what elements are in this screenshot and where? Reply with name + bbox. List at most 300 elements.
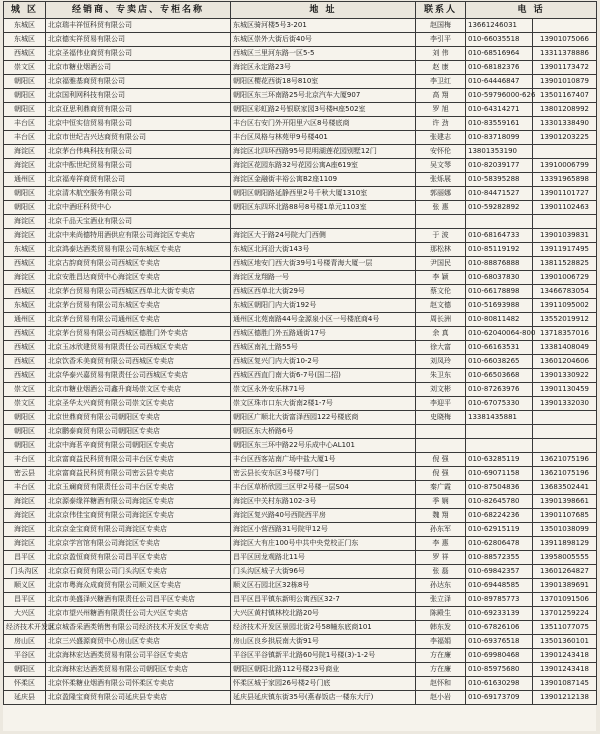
cell-contact: 刘 伟 (416, 47, 466, 61)
cell-phone-1: 010-82039177 (466, 159, 533, 173)
table-row (4, 47, 597, 61)
cell-contact: 史晓梅 (416, 411, 466, 425)
cell-contact: 蔡文伦 (416, 285, 466, 299)
cell-address: 海淀区永定路23号 (231, 61, 416, 75)
cell-name: 北京中酝世纪贸易有限公司 (46, 159, 231, 173)
table-row (4, 327, 597, 341)
cell-name: 北京安胜昌达商贸中心海淀区专卖店 (46, 271, 231, 285)
cell-name: 北京圣福伟业商贸有限公司 (46, 47, 231, 61)
cell-phone-2: 13901243418 (533, 663, 597, 677)
cell-district: 丰台区 (4, 453, 46, 467)
cell-phone-2 (533, 425, 597, 439)
cell-contact: 于 波 (416, 229, 466, 243)
cell-district: 昌平区 (4, 551, 46, 565)
cell-address: 朝阳区广顺北大街富泽西园122号楼底商 (231, 411, 416, 425)
cell-phone-2: 13901243418 (533, 649, 597, 663)
cell-district: 东城区 (4, 19, 46, 33)
table-row (4, 593, 597, 607)
cell-name: 北京饮香禾美商贸有限公司西城区专卖店 (46, 355, 231, 369)
cell-phone-2: 13901039831 (533, 229, 597, 243)
cell-phone-1: 010-89785773 (466, 593, 533, 607)
cell-name: 北京清木航空服务有限公司 (46, 187, 231, 201)
cell-address: 东城区北河沿大街143号 (231, 243, 416, 257)
header-address: 地 址 (231, 2, 416, 19)
table-row (4, 173, 597, 187)
cell-phone-2: 13901332030 (533, 397, 597, 411)
cell-district: 延庆县 (4, 691, 46, 705)
cell-phone-2: 13901107685 (533, 509, 597, 523)
cell-phone-2: 13901006729 (533, 271, 597, 285)
cell-phone-1: 010-61630298 (466, 677, 533, 691)
cell-phone-1: 010-66503668 (466, 369, 533, 383)
cell-district: 西城区 (4, 285, 46, 299)
cell-phone-1: 010-51693988 (466, 299, 533, 313)
cell-phone-2: 13910006799 (533, 159, 597, 173)
cell-contact: 张 磊 (416, 565, 466, 579)
cell-phone-2: 13901173472 (533, 61, 597, 75)
cell-name: 北京城香采酒类销售有限公司经济技术开发区专卖店 (46, 621, 231, 635)
cell-phone-1: 010-62806478 (466, 537, 533, 551)
cell-district: 朝阳区 (4, 663, 46, 677)
cell-address: 房山区良乡拱辰南大街91号 (231, 635, 416, 649)
cell-phone-2: 13958005555 (533, 551, 597, 565)
cell-phone-2: 13701259224 (533, 607, 597, 621)
cell-name: 北京中海茗辛商贸有限公司朝阳区专卖店 (46, 439, 231, 453)
cell-district: 门头沟区 (4, 565, 46, 579)
cell-phone-2: 13601264827 (533, 565, 597, 579)
cell-contact: 余 真 (416, 327, 466, 341)
cell-phone-2: 13466783054 (533, 285, 597, 299)
cell-name: 北京三兴盛源商贸中心房山区专卖店 (46, 635, 231, 649)
cell-contact: 刘凤玲 (416, 355, 466, 369)
cell-contact: 倪 强 (416, 453, 466, 467)
cell-name: 北京市糖业烟酒公司鑫升商场崇文区专卖店 (46, 383, 231, 397)
cell-contact: 赵怀和 (416, 677, 466, 691)
table-row (4, 89, 597, 103)
cell-address: 西城区西直门南大街6-7号(国二招) (231, 369, 416, 383)
header-phone: 电 话 (466, 2, 597, 19)
cell-contact: 安怀伦 (416, 145, 466, 159)
cell-address: 海淀区复兴路40号西院西平房 (231, 509, 416, 523)
cell-name: 北京茅台贸易有限公司东城区专卖店 (46, 299, 231, 313)
cell-phone-1: 010-66038265 (466, 355, 533, 369)
cell-address: 昌平区回龙观路北11号 (231, 551, 416, 565)
cell-contact: 张烁展 (416, 173, 466, 187)
cell-phone-1: 010-87504836 (466, 481, 533, 495)
cell-address: 通州区北苑南路44号金源泉小区一号楼底商4号 (231, 313, 416, 327)
dealer-list-sheet (3, 1, 596, 731)
cell-address: 大兴区黄村镇林校北路20号 (231, 607, 416, 621)
table-row (4, 565, 597, 579)
cell-district: 丰台区 (4, 117, 46, 131)
table-row (4, 621, 597, 635)
cell-contact: 徐大富 (416, 341, 466, 355)
cell-phone-2: 13621075196 (533, 467, 597, 481)
cell-district: 朝阳区 (4, 103, 46, 117)
cell-phone-1: 010-69980468 (466, 649, 533, 663)
cell-contact: 方在廉 (416, 663, 466, 677)
cell-phone-1: 13661246031 (466, 19, 533, 33)
cell-name: 北京市美盛泽兴糖酒有限责任公司昌平区专卖店 (46, 593, 231, 607)
cell-contact: 张 惠 (416, 201, 466, 215)
cell-address: 海淀区金融街丰裕公寓B2座1109 (231, 173, 416, 187)
table-row (4, 411, 597, 425)
cell-phone-2: 13911917495 (533, 243, 597, 257)
cell-phone-1 (466, 215, 533, 229)
cell-phone-1: 010-68224236 (466, 509, 533, 523)
table-row (4, 467, 597, 481)
table-row (4, 677, 597, 691)
cell-address: 东城区朝阳门内大街192号 (231, 299, 416, 313)
table-row (4, 215, 597, 229)
cell-name: 北京怀柔糖业烟酒有限公司怀柔区专卖店 (46, 677, 231, 691)
cell-name: 北京富商益民科贸有限公司密云县专卖店 (46, 467, 231, 481)
cell-phone-1: 010-62040064-800 (466, 327, 533, 341)
cell-address: 朝阳区朝阳路延静西里2号千秋大厦1310室 (231, 187, 416, 201)
cell-phone-2: 13901212138 (533, 691, 597, 705)
cell-phone-2: 13621075196 (533, 453, 597, 467)
cell-address: 西城区南礼士路55号 (231, 341, 416, 355)
header-district: 城 区 (4, 2, 46, 19)
cell-district: 经济技术开发区 (4, 621, 46, 635)
cell-contact (416, 439, 466, 453)
cell-phone-2: 13552019912 (533, 313, 597, 327)
cell-phone-2: 13911898129 (533, 537, 597, 551)
cell-district: 西城区 (4, 369, 46, 383)
cell-contact: 魏 翔 (416, 509, 466, 523)
cell-name: 北京市糖业烟酒公司 (46, 61, 231, 75)
cell-phone-2: 13911095002 (533, 299, 597, 313)
cell-name: 北京国利网科技有限公司 (46, 89, 231, 103)
cell-district: 通州区 (4, 173, 46, 187)
cell-name: 北京鸿泰达酒类贸易有限公司东城区专卖店 (46, 243, 231, 257)
cell-name: 北京京金宝商贸有限公司海淀区专卖店 (46, 523, 231, 537)
cell-phone-1: 010-68516964 (466, 47, 533, 61)
cell-phone-1: 010-66163531 (466, 341, 533, 355)
cell-contact: 许 劲 (416, 117, 466, 131)
cell-phone-1: 010-66178898 (466, 285, 533, 299)
cell-phone-1: 010-80811482 (466, 313, 533, 327)
table-row (4, 159, 597, 173)
table-row (4, 579, 597, 593)
cell-phone-2: 13501167407 (533, 89, 597, 103)
cell-district: 密云县 (4, 467, 46, 481)
cell-contact (416, 215, 466, 229)
table-row (4, 313, 597, 327)
cell-phone-2: 13301338490 (533, 117, 597, 131)
cell-district: 西城区 (4, 327, 46, 341)
cell-name: 北京京学宫馆有限公司海淀区专卖店 (46, 537, 231, 551)
cell-phone-1: 010-69376518 (466, 635, 533, 649)
cell-name: 北京市世纪吉兴达商贸有限公司 (46, 131, 231, 145)
cell-phone-2: 13511077075 (533, 621, 597, 635)
cell-address: 海淀区北四环西路95号昆明湖莲花园别墅12门 (231, 145, 416, 159)
cell-address: 朝阳区朝阳北路112号楼23号商业 (231, 663, 416, 677)
cell-contact: 那松林 (416, 243, 466, 257)
cell-contact: 吴文琴 (416, 159, 466, 173)
table-row (4, 551, 597, 565)
cell-phone-1: 010-62915119 (466, 523, 533, 537)
cell-contact: 张建志 (416, 131, 466, 145)
table-row (4, 271, 597, 285)
cell-contact: 赵 康 (416, 61, 466, 75)
cell-name: 北京鹏泰商贸有限公司朝阳区专卖店 (46, 425, 231, 439)
cell-phone-1: 010-68182376 (466, 61, 533, 75)
cell-phone-1: 010-84471527 (466, 187, 533, 201)
table-row (4, 537, 597, 551)
table-row (4, 649, 597, 663)
cell-address: 朝阳区彩虹路2号银联家园3号楼H座502室 (231, 103, 416, 117)
table-row (4, 425, 597, 439)
cell-address: 西城区德胜门外五路通街17号 (231, 327, 416, 341)
table-row (4, 229, 597, 243)
cell-district: 海淀区 (4, 159, 46, 173)
cell-contact: 李卫红 (416, 75, 466, 89)
cell-contact: 罗 祥 (416, 551, 466, 565)
cell-contact: 罗 旭 (416, 103, 466, 117)
cell-name: 北京京盈恒商贸有限公司昌平区专卖店 (46, 551, 231, 565)
cell-contact: 孙达东 (416, 579, 466, 593)
cell-phone-2: 13683502441 (533, 481, 597, 495)
cell-address: 崇文区珠市口东大街南2楼1-7号 (231, 397, 416, 411)
cell-district: 西城区 (4, 355, 46, 369)
cell-name: 北京古韵商贸有限公司西城区专卖店 (46, 257, 231, 271)
cell-address: 丰台区凤格与林苑甲9号楼401 (231, 131, 416, 145)
cell-phone-2 (533, 411, 597, 425)
cell-name: 北京中来尚德特用酒供应有限公司海淀区专卖店 (46, 229, 231, 243)
cell-name: 北京京伟佳宝商贸有限公司海淀区专卖店 (46, 509, 231, 523)
cell-district: 平谷区 (4, 649, 46, 663)
cell-address: 海淀区大有庄100号中共中央党校正门东 (231, 537, 416, 551)
cell-phone-2 (533, 19, 597, 33)
table-row (4, 187, 597, 201)
cell-name: 北京京石商贸有限公司门头沟区专卖店 (46, 565, 231, 579)
cell-phone-1: 010-82645780 (466, 495, 533, 509)
cell-contact: 高 翔 (416, 89, 466, 103)
cell-phone-2 (533, 439, 597, 453)
cell-contact: 方在廉 (416, 649, 466, 663)
cell-name: 北京源泰缘祥糖酒有限公司海淀区专卖店 (46, 495, 231, 509)
cell-district: 朝阳区 (4, 89, 46, 103)
table-row (4, 635, 597, 649)
cell-name: 北京瑞丰祥恒科贸有限公司 (46, 19, 231, 33)
cell-phone-2: 13901010879 (533, 75, 597, 89)
cell-phone-2: 13801208992 (533, 103, 597, 117)
table-body (4, 19, 597, 705)
cell-phone-2: 13901101727 (533, 187, 597, 201)
cell-phone-2: 13901130459 (533, 383, 597, 397)
cell-address: 海淀区大于路24号院大门西侧 (231, 229, 416, 243)
cell-phone-1: 010-88876888 (466, 257, 533, 271)
cell-name: 北京圣华太兴商贸有限公司崇文区专卖店 (46, 397, 231, 411)
cell-address: 丰台区草桥欣园三区甲2号楼一层S04 (231, 481, 416, 495)
cell-phone-1: 010-59796000-626 (466, 89, 533, 103)
cell-district: 海淀区 (4, 215, 46, 229)
cell-phone-2: 13901330922 (533, 369, 597, 383)
cell-contact: 李福娟 (416, 635, 466, 649)
cell-district: 东城区 (4, 243, 46, 257)
cell-name: 北京华泰兴嘉贸易有限责任公司西城区专卖店 (46, 369, 231, 383)
cell-address: 西城区三里河东路一区5-5 (231, 47, 416, 61)
cell-contact: 李迎平 (416, 397, 466, 411)
cell-address: 海淀区小营西路31号院甲12号 (231, 523, 416, 537)
cell-name: 北京海林宏达酒类贸易有限公司平谷区专卖店 (46, 649, 231, 663)
table-row (4, 117, 597, 131)
cell-district: 房山区 (4, 635, 46, 649)
cell-district: 朝阳区 (4, 425, 46, 439)
cell-phone-2: 13501038099 (533, 523, 597, 537)
cell-phone-2: 13811528825 (533, 257, 597, 271)
cell-phone-1: 010-69448585 (466, 579, 533, 593)
cell-district: 通州区 (4, 313, 46, 327)
cell-district: 昌平区 (4, 593, 46, 607)
header-contact: 联系人 (416, 2, 466, 19)
cell-phone-1: 010-67075330 (466, 397, 533, 411)
cell-address: 昌平区昌平镇东新明公寓西区32-7 (231, 593, 416, 607)
cell-district: 朝阳区 (4, 75, 46, 89)
dealer-table (3, 1, 597, 705)
cell-phone-1: 010-67826106 (466, 621, 533, 635)
cell-phone-1: 010-58395288 (466, 173, 533, 187)
cell-district: 海淀区 (4, 523, 46, 537)
cell-name: 北京市粤海众成商贸有限公司顺义区专卖店 (46, 579, 231, 593)
cell-phone-2: 13901075066 (533, 33, 597, 47)
cell-phone-2: 13601204606 (533, 355, 597, 369)
cell-phone-1: 010-69173709 (466, 691, 533, 705)
table-row (4, 691, 597, 705)
cell-name: 北京海林宏达酒类贸易有限公司朝阳区专卖店 (46, 663, 231, 677)
cell-district: 西城区 (4, 341, 46, 355)
cell-phone-2: 13391965898 (533, 173, 597, 187)
cell-contact: 李引平 (416, 33, 466, 47)
cell-address: 西城区地安门西大街39号1号楼青海大厦一层 (231, 257, 416, 271)
cell-phone-1: 010-69071158 (466, 467, 533, 481)
cell-phone-2: 13901087145 (533, 677, 597, 691)
cell-district: 海淀区 (4, 537, 46, 551)
cell-contact: 刘文彬 (416, 383, 466, 397)
table-row (4, 201, 597, 215)
cell-phone-2: 13381408049 (533, 341, 597, 355)
cell-contact: 尹国民 (416, 257, 466, 271)
cell-address: 朝阳区东三环中路22号乐成中心AL101 (231, 439, 416, 453)
cell-contact: 季 娴 (416, 495, 466, 509)
cell-district: 西城区 (4, 257, 46, 271)
cell-name: 北京茅台伟典科技有限公司 (46, 145, 231, 159)
cell-phone-2: 13901398661 (533, 495, 597, 509)
cell-district: 朝阳区 (4, 439, 46, 453)
table-row (4, 19, 597, 33)
cell-district: 朝阳区 (4, 201, 46, 215)
cell-address: 怀柔区城于家园26号楼2号门底 (231, 677, 416, 691)
cell-name: 北京市望兴州糖酒有限责任公司大兴区专卖店 (46, 607, 231, 621)
table-header-row (4, 2, 597, 19)
cell-district: 丰台区 (4, 481, 46, 495)
cell-contact: 郭丽娜 (416, 187, 466, 201)
table-row (4, 523, 597, 537)
cell-phone-1: 010-85119192 (466, 243, 533, 257)
cell-name: 北京富商益民科贸有限公司丰台区专卖店 (46, 453, 231, 467)
cell-district: 海淀区 (4, 495, 46, 509)
cell-contact: 李 颖 (416, 271, 466, 285)
cell-name: 北京亚思利鼎商贸有限公司 (46, 103, 231, 117)
cell-contact: 陈殿生 (416, 607, 466, 621)
cell-address: 东城区骑河楼5号3-201 (231, 19, 416, 33)
cell-address: 门头沟区城子大街96号 (231, 565, 416, 579)
table-row (4, 257, 597, 271)
cell-phone-2: 13701091506 (533, 593, 597, 607)
cell-address: 西城区复兴门内大街10-2号 (231, 355, 416, 369)
header-name: 经销商、专卖店、专柜名称 (46, 2, 231, 19)
cell-address: 崇文区永外安乐林71号 (231, 383, 416, 397)
cell-contact (416, 425, 466, 439)
cell-phone-1: 010-64446847 (466, 75, 533, 89)
cell-district: 顺义区 (4, 579, 46, 593)
cell-name: 北京盈隆宝商贸有限公司延庆县专卖店 (46, 691, 231, 705)
cell-phone-1: 13801353190 (466, 145, 533, 159)
table-row (4, 369, 597, 383)
table-row (4, 33, 597, 47)
cell-phone-1: 010-85975680 (466, 663, 533, 677)
cell-name: 北京玉斓商贸有限责任公司丰台区专卖店 (46, 481, 231, 495)
cell-address: 平谷区平谷镇新平北路60号院1号楼(3)-1-2号 (231, 649, 416, 663)
table-row (4, 453, 597, 467)
cell-phone-1: 010-69233139 (466, 607, 533, 621)
cell-phone-2: 13501360101 (533, 635, 597, 649)
cell-phone-2 (533, 145, 597, 159)
table-row (4, 145, 597, 159)
cell-name: 北京玉冰欣建贸易有限责任公司西城区专卖店 (46, 341, 231, 355)
cell-address: 延庆县延庆镇东街35号(燕春饭店一楼东大厅) (231, 691, 416, 705)
cell-phone-1: 010-66035518 (466, 33, 533, 47)
cell-address: 海淀区中关村东路102-3号 (231, 495, 416, 509)
table-row (4, 131, 597, 145)
cell-phone-1: 010-63285119 (466, 453, 533, 467)
cell-phone-1: 010-87263976 (466, 383, 533, 397)
cell-district: 西城区 (4, 47, 46, 61)
cell-name: 北京千品天宝酒业有限公司 (46, 215, 231, 229)
cell-name: 北京德实祥贸易有限公司 (46, 33, 231, 47)
cell-contact: 李 惠 (416, 537, 466, 551)
table-row (4, 61, 597, 75)
cell-address: 海淀区花园东路32号花园公寓A座619室 (231, 159, 416, 173)
cell-phone-1: 010-68037830 (466, 271, 533, 285)
cell-name: 北京世鼎商贸有限公司朝阳区专卖店 (46, 411, 231, 425)
cell-name: 北京中酒旺科贸中心 (46, 201, 231, 215)
cell-address: 丰台区右安门外开阳里六区8号楼底商 (231, 117, 416, 131)
table-row (4, 397, 597, 411)
table-row (4, 481, 597, 495)
cell-name: 北京茅台贸易有限公司西城区西单北大街专卖店 (46, 285, 231, 299)
cell-district: 海淀区 (4, 145, 46, 159)
cell-phone-1 (466, 425, 533, 439)
cell-district: 怀柔区 (4, 677, 46, 691)
cell-name: 北京福寿祥商贸有限公司 (46, 173, 231, 187)
table-row (4, 103, 597, 117)
cell-contact: 孙东军 (416, 523, 466, 537)
cell-contact: 周长洲 (416, 313, 466, 327)
cell-contact: 赵文德 (416, 299, 466, 313)
cell-contact: 韩东发 (416, 621, 466, 635)
cell-contact: 赵国梅 (416, 19, 466, 33)
cell-phone-1: 010-69842357 (466, 565, 533, 579)
cell-district: 崇文区 (4, 61, 46, 75)
cell-phone-2: 13901102463 (533, 201, 597, 215)
table-row (4, 439, 597, 453)
cell-address (231, 215, 416, 229)
cell-district: 海淀区 (4, 271, 46, 285)
table-row (4, 607, 597, 621)
cell-district: 海淀区 (4, 229, 46, 243)
